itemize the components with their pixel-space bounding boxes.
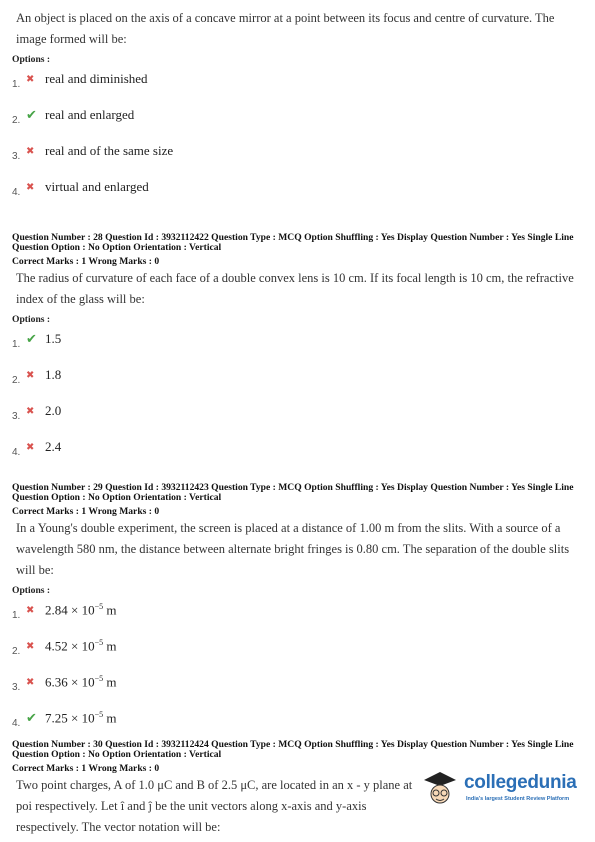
option-text: $2.84 \times 10^{-5}$ m [45, 602, 117, 618]
question-text: Two point charges, A of 1.0 μC and B of 2.5 μC, are located in an x - y plane at poi respectively. Let î and ĵ be the unit vectors along x-axis and y-axis respectively. The vector notation will be: [16, 778, 413, 834]
wrong-cross-icon: ✖ [26, 182, 35, 193]
collegedunia-logo [420, 768, 590, 808]
options-label: Options : [12, 314, 51, 325]
option-1 [12, 325, 584, 361]
question-marks: Correct Marks : 1 Wrong Marks : 0 [12, 506, 160, 517]
wrong-cross-icon: ✖ [26, 641, 35, 652]
question-marks: Correct Marks : 1 Wrong Marks : 0 [12, 256, 160, 267]
option-1 [12, 596, 584, 632]
option-number: 1. [12, 79, 21, 90]
option-number: 3. [12, 411, 21, 422]
options-list [12, 596, 584, 740]
question-meta: Question Number : 28 Question Id : 3932112422 Question Type : MCQ Option Shuffling : Yes Display Question Number : Yes Single Line Question Option : No Option Orientation : Vertical [12, 232, 574, 253]
wrong-cross-icon: ✖ [26, 146, 35, 157]
option-text: $7.25 \times 10^{-5}$ m [45, 710, 117, 726]
logo-name: collegedunia [464, 772, 577, 793]
option-2 [12, 632, 584, 668]
options-label: Options : [12, 585, 51, 596]
option-number: 2. [12, 646, 21, 657]
question-text: In a Young's double experiment, the screen is placed at a distance of 1.00 m from the slits. With a source of a wavelength 580 nm, the distance between alternate bright fringes is 0.80 cm. The separation of the double slits will be: [16, 521, 570, 577]
options-label: Options : [12, 54, 51, 65]
option-number: 3. [12, 151, 21, 162]
option-2 [12, 361, 584, 397]
option-text: real and enlarged [45, 107, 135, 122]
option-number: 4. [12, 187, 21, 198]
wrong-cross-icon: ✖ [26, 74, 35, 85]
option-3 [12, 668, 584, 704]
question-text: The radius of curvature of each face of a double convex lens is 10 cm. If its focal length is 10 cm, the refractive index of the glass will be: [16, 271, 574, 306]
option-text: 1.8 [45, 367, 62, 382]
wrong-cross-icon: ✖ [26, 442, 35, 453]
option-number: 4. [12, 447, 21, 458]
question-meta: Question Number : 29 Question Id : 3932112423 Question Type : MCQ Option Shuffling : Yes Display Question Number : Yes Single Line Question Option : No Option Orientation : Vertical [12, 482, 574, 503]
option-number: 4. [12, 718, 21, 729]
option-number: 2. [12, 375, 21, 386]
option-2 [12, 101, 584, 137]
options-list [12, 325, 584, 469]
option-1 [12, 65, 584, 101]
question-text: An object is placed on the axis of a concave mirror at a point between its focus and centre of curvature. The image formed will be: [16, 11, 555, 46]
option-text: 2.4 [45, 439, 62, 454]
option-number: 1. [12, 339, 21, 350]
wrong-cross-icon: ✖ [26, 605, 35, 616]
option-text: $6.36 \times 10^{-5}$ m [45, 674, 117, 690]
option-text: real and diminished [45, 71, 148, 86]
option-3 [12, 137, 584, 173]
question-29 [12, 483, 584, 740]
correct-check-icon: ✔ [26, 108, 37, 123]
question-27 [12, 8, 584, 209]
option-number: 2. [12, 115, 21, 126]
question-meta: Question Number : 30 Question Id : 3932112424 Question Type : MCQ Option Shuffling : Yes Display Question Number : Yes Single Line Question Option : No Option Orientation : Vertical [12, 739, 574, 760]
option-text: real and of the same size [45, 143, 174, 158]
option-text: 2.0 [45, 403, 62, 418]
wrong-cross-icon: ✖ [26, 406, 35, 417]
correct-check-icon: ✔ [26, 332, 37, 347]
question-28 [12, 233, 584, 469]
option-4 [12, 173, 584, 209]
option-4 [12, 704, 584, 740]
option-number: 1. [12, 610, 21, 621]
options-list [12, 65, 584, 209]
option-number: 3. [12, 682, 21, 693]
option-text: virtual and enlarged [45, 179, 149, 194]
question-marks: Correct Marks : 1 Wrong Marks : 0 [12, 763, 160, 774]
wrong-cross-icon: ✖ [26, 370, 35, 381]
wrong-cross-icon: ✖ [26, 677, 35, 688]
option-3 [12, 397, 584, 433]
option-text: $4.52 \times 10^{-5}$ m [45, 638, 117, 654]
logo-tagline: India's largest Student Review Platform [466, 796, 570, 802]
option-text: 1.5 [45, 331, 62, 346]
option-4 [12, 433, 584, 469]
correct-check-icon: ✔ [26, 711, 37, 726]
mascot-icon [420, 768, 460, 806]
